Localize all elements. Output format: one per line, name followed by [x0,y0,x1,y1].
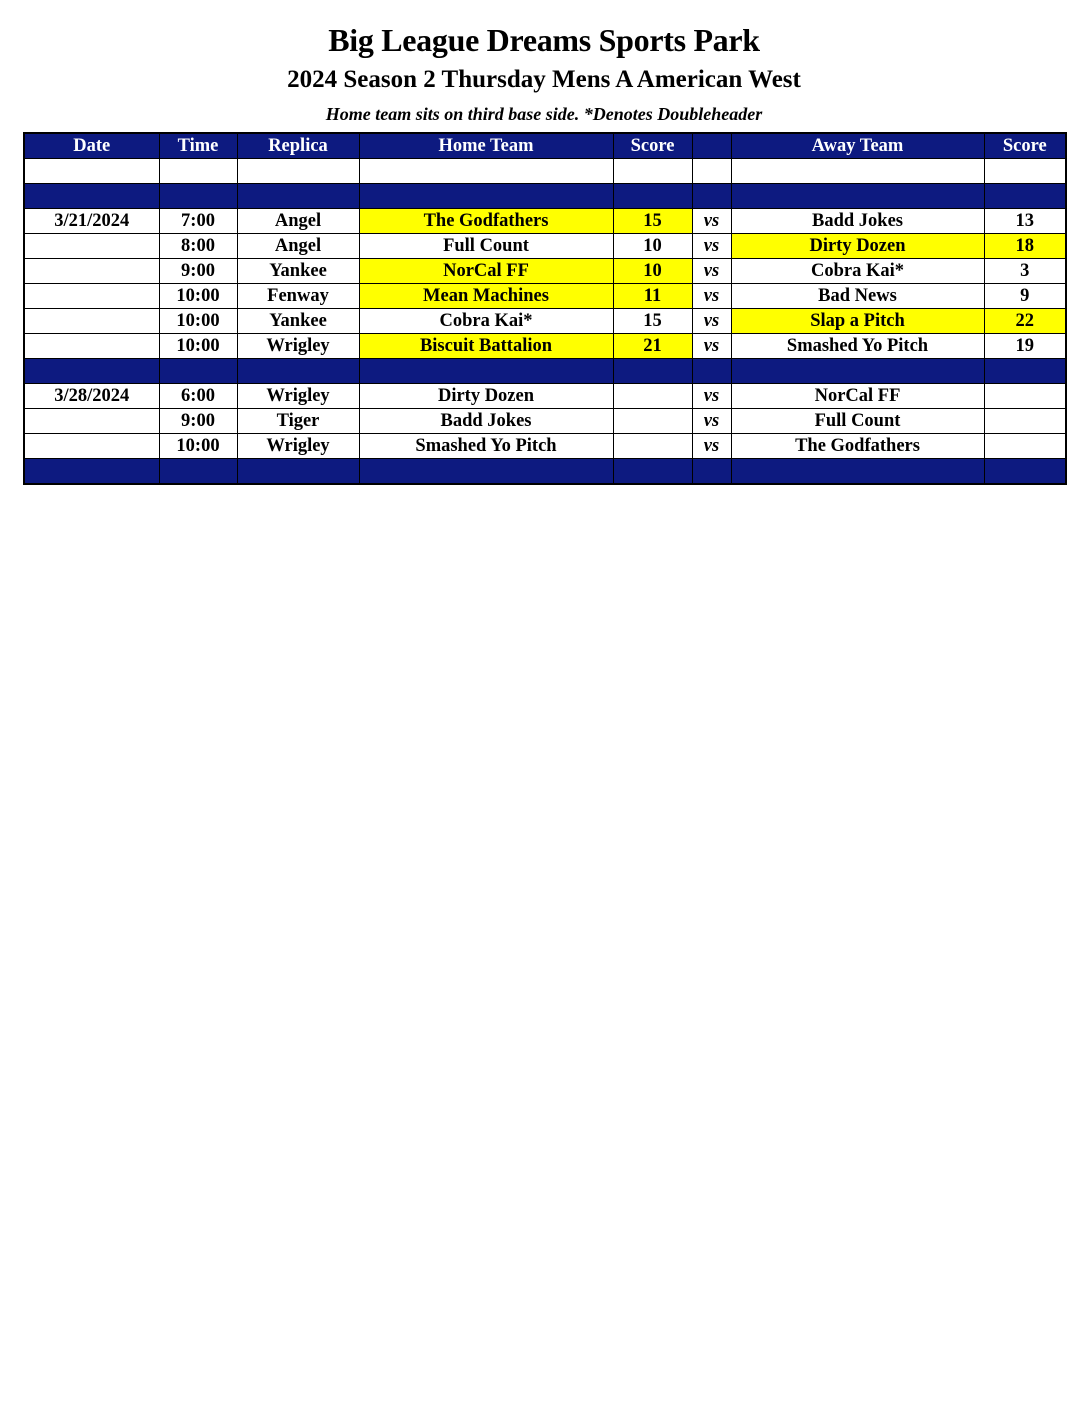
game-time: 10:00 [159,434,237,459]
game-date [24,234,159,259]
game-replica: Yankee [237,259,359,284]
separator-cell [984,359,1066,384]
away-team: Dirty Dozen [731,234,984,259]
col-home-team: Home Team [359,133,613,159]
separator-cell [237,459,359,485]
game-replica: Angel [237,209,359,234]
away-score [984,434,1066,459]
home-score: 21 [613,334,692,359]
game-date [24,309,159,334]
separator-cell [24,184,159,209]
separator-cell [359,359,613,384]
home-team: NorCal FF [359,259,613,284]
away-team: Badd Jokes [731,209,984,234]
away-score [984,384,1066,409]
game-replica: Wrigley [237,434,359,459]
col-home-score: Score [613,133,692,159]
game-date [24,434,159,459]
game-date [24,284,159,309]
game-row [24,234,1066,259]
game-time: 9:00 [159,259,237,284]
col-away-team: Away Team [731,133,984,159]
separator-cell [237,184,359,209]
away-score: 22 [984,309,1066,334]
separator-row [24,359,1066,384]
versus-label: vs [692,309,731,334]
game-replica: Wrigley [237,384,359,409]
game-date [24,409,159,434]
away-team: Bad News [731,284,984,309]
versus-label: vs [692,384,731,409]
versus-label: vs [692,334,731,359]
separator-cell [692,184,731,209]
col-vs [692,133,731,159]
separator-cell [24,359,159,384]
home-team: The Godfathers [359,209,613,234]
col-date: Date [24,133,159,159]
game-date: 3/21/2024 [24,209,159,234]
doubleheader-note: Home team sits on third base side. *Denotes Doubleheader [325,104,763,124]
home-score: 15 [613,209,692,234]
game-replica: Yankee [237,309,359,334]
away-team: Cobra Kai* [731,259,984,284]
home-team: Badd Jokes [359,409,613,434]
blank-cell [613,159,692,184]
game-time: 8:00 [159,234,237,259]
away-score: 3 [984,259,1066,284]
home-score: 15 [613,309,692,334]
game-row [24,284,1066,309]
game-date [24,259,159,284]
home-score [613,384,692,409]
versus-label: vs [692,434,731,459]
away-team: Slap a Pitch [731,309,984,334]
game-replica: Angel [237,234,359,259]
separator-row [24,459,1066,485]
separator-cell [24,459,159,485]
game-row [24,209,1066,234]
separator-cell [159,359,237,384]
blank-cell [984,159,1066,184]
away-score [984,409,1066,434]
home-team: Full Count [359,234,613,259]
home-team: Mean Machines [359,284,613,309]
versus-label: vs [692,209,731,234]
separator-cell [237,359,359,384]
blank-cell [692,159,731,184]
away-score: 13 [984,209,1066,234]
away-score: 9 [984,284,1066,309]
separator-cell [359,184,613,209]
separator-cell [731,184,984,209]
versus-label: vs [692,284,731,309]
separator-cell [731,359,984,384]
game-time: 10:00 [159,334,237,359]
game-time: 10:00 [159,284,237,309]
separator-cell [731,459,984,485]
separator-cell [692,359,731,384]
blank-cell [359,159,613,184]
game-row [24,259,1066,284]
home-score [613,409,692,434]
home-team: Dirty Dozen [359,384,613,409]
game-row [24,434,1066,459]
game-date: 3/28/2024 [24,384,159,409]
separator-cell [159,184,237,209]
col-replica: Replica [237,133,359,159]
col-away-score: Score [984,133,1066,159]
game-row [24,384,1066,409]
away-score: 18 [984,234,1066,259]
versus-label: vs [692,234,731,259]
separator-cell [159,459,237,485]
game-replica: Tiger [237,409,359,434]
separator-cell [613,359,692,384]
separator-cell [984,184,1066,209]
blank-cell [731,159,984,184]
separator-cell [984,459,1066,485]
home-score: 11 [613,284,692,309]
page-subtitle: 2024 Season 2 Thursday Mens A American West [287,66,801,93]
game-time: 9:00 [159,409,237,434]
home-score: 10 [613,234,692,259]
away-team: NorCal FF [731,384,984,409]
separator-cell [359,459,613,485]
game-time: 7:00 [159,209,237,234]
game-row [24,334,1066,359]
blank-row [24,159,1066,184]
game-time: 6:00 [159,384,237,409]
blank-cell [24,159,159,184]
away-team: Smashed Yo Pitch [731,334,984,359]
game-replica: Fenway [237,284,359,309]
home-score [613,434,692,459]
blank-cell [237,159,359,184]
home-team: Cobra Kai* [359,309,613,334]
versus-label: vs [692,259,731,284]
home-team: Smashed Yo Pitch [359,434,613,459]
game-time: 10:00 [159,309,237,334]
blank-cell [159,159,237,184]
away-team: Full Count [731,409,984,434]
separator-cell [613,459,692,485]
versus-label: vs [692,409,731,434]
home-team: Biscuit Battalion [359,334,613,359]
schedule-table [23,132,1067,485]
header-row [24,133,1066,159]
away-score: 19 [984,334,1066,359]
game-date [24,334,159,359]
game-row [24,409,1066,434]
away-team: The Godfathers [731,434,984,459]
col-time: Time [159,133,237,159]
game-replica: Wrigley [237,334,359,359]
separator-row [24,184,1066,209]
home-score: 10 [613,259,692,284]
separator-cell [692,459,731,485]
page-title: Big League Dreams Sports Park [328,22,760,58]
game-row [24,309,1066,334]
separator-cell [613,184,692,209]
